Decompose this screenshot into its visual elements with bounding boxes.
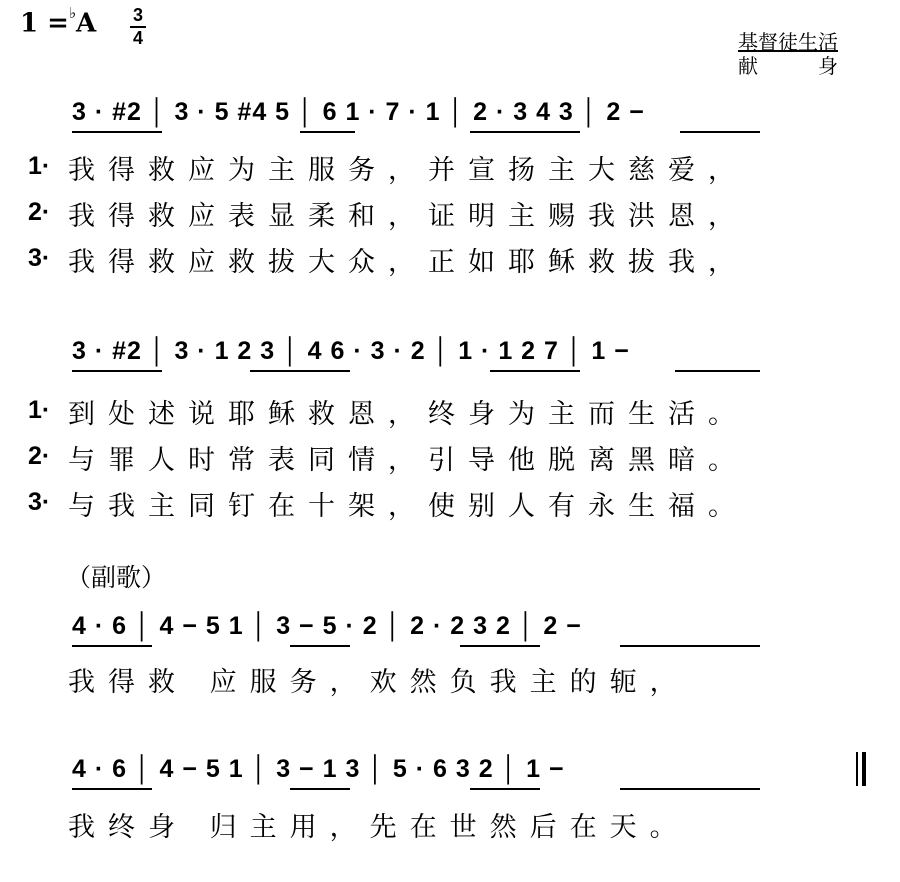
beam-underline — [72, 370, 162, 372]
beam-underline — [250, 370, 350, 372]
lyric-line: 与罪人时常表同情，引导他脱离黑暗。 — [68, 445, 748, 476]
author-role: 献身 — [738, 54, 898, 78]
verse-number: 2· — [28, 198, 51, 226]
beam-underline — [72, 645, 152, 647]
beam-underline — [680, 131, 760, 133]
lyric-line: 我终身 归主用，先在世然后在天。 — [68, 812, 690, 843]
notation-line-4: 4 · 6 │ 4 − 5 1 │ 3 − 1 3 │ 5 · 6 3 2 │ 1 − — [72, 755, 565, 783]
notation-line-3: 4 · 6 │ 4 − 5 1 │ 3 − 5 · 2 │ 2 · 2 3 2 │ 2 − — [72, 612, 582, 640]
verse-number: 3· — [28, 488, 51, 516]
refrain-label: （副歌） — [66, 563, 167, 592]
final-barline-thick — [862, 752, 866, 786]
notation-line-2: 3 · #2 │ 3 · 1 2 3 │ 4 6 · 3 · 2 │ 1 · 1 2 7 │ 1 − — [72, 337, 630, 365]
flat-sign-icon: ♭ — [68, 4, 77, 22]
notation-line-1: 3 · #2 │ 3 · 5 #4 5 │ 6 1 · 7 · 1 │ 2 · 3 4 3 │ 2 − — [72, 98, 645, 126]
key-signature: 1 =♭A — [20, 4, 97, 39]
verse-number: 3· — [28, 244, 51, 272]
beam-underline — [620, 645, 760, 647]
author-name: 基督徒生活 — [738, 30, 838, 54]
time-signature-top: 3 — [132, 5, 143, 25]
beam-underline — [675, 370, 760, 372]
final-barline-thin — [856, 752, 858, 786]
lyric-line: 我得救应表显柔和，证明主赐我洪恩， — [68, 201, 748, 232]
lyric-line: 我得救 应服务，欢然负我主的轭， — [68, 667, 690, 698]
beam-underline — [470, 131, 580, 133]
verse-number: 2· — [28, 442, 51, 470]
verse-number: 1· — [28, 152, 51, 180]
beam-underline — [72, 131, 162, 133]
beam-underline — [490, 370, 580, 372]
time-signature — [130, 6, 146, 48]
lyric-line: 我得救应救拔大众，正如耶稣救拔我， — [68, 247, 748, 278]
verse-number: 1· — [28, 396, 51, 424]
beam-underline — [290, 788, 350, 790]
beam-underline — [460, 645, 540, 647]
lyric-line: 我得救应为主服务，并宣扬主大慈爱， — [68, 155, 748, 186]
beam-underline — [470, 788, 540, 790]
lyric-line: 到处述说耶稣救恩，终身为主而生活。 — [68, 399, 748, 430]
author-credit — [738, 30, 898, 78]
lyric-line: 与我主同钉在十架，使别人有永生福。 — [68, 491, 748, 522]
beam-underline — [290, 645, 350, 647]
beam-underline — [72, 788, 152, 790]
beam-underline — [300, 131, 355, 133]
time-signature-bottom: 4 — [132, 28, 143, 48]
beam-underline — [620, 788, 760, 790]
